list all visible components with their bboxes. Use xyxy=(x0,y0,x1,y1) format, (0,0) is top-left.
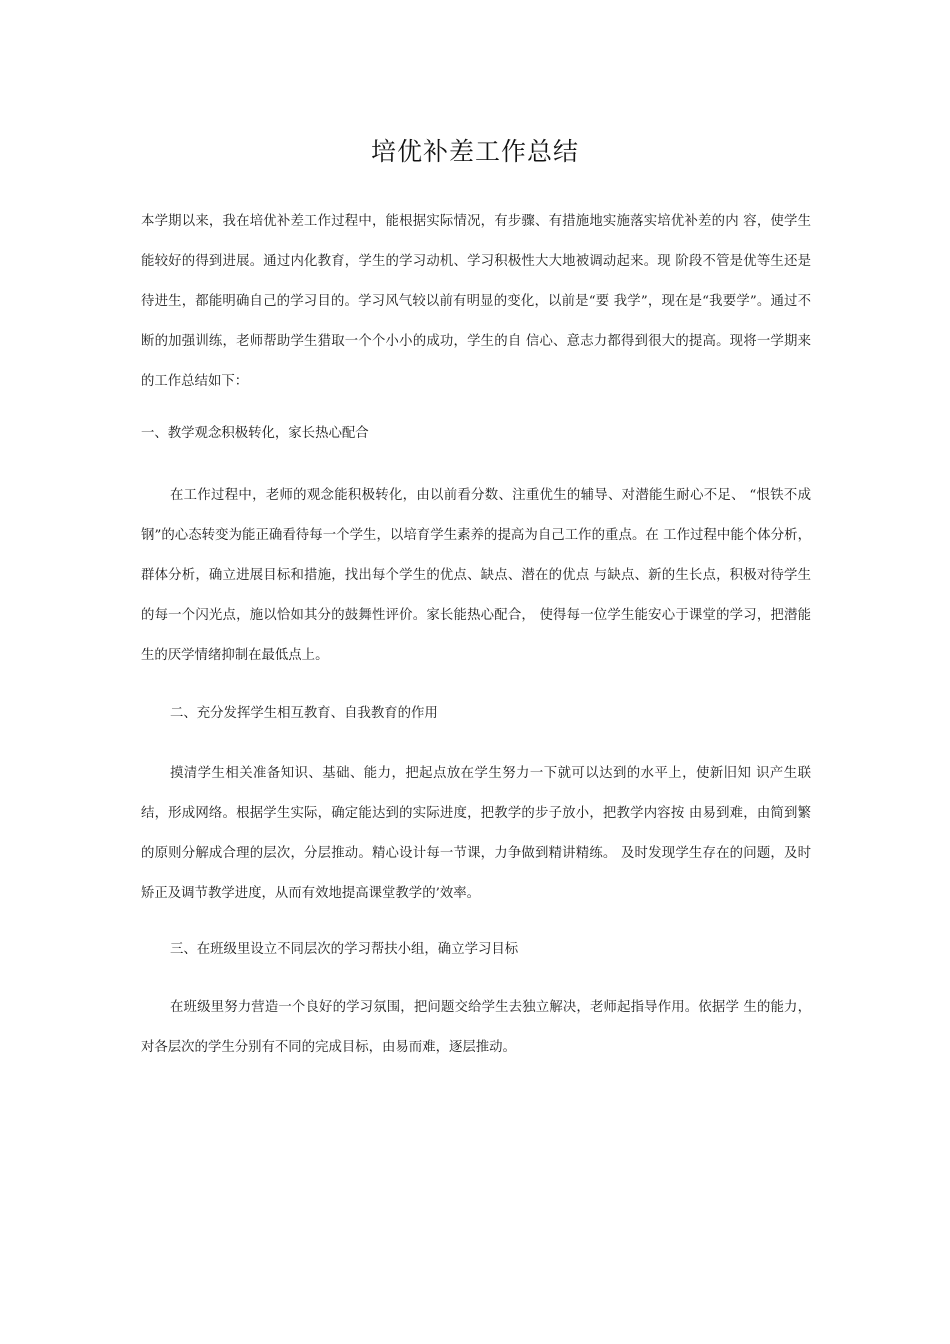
section-heading-2: 二、充分发挥学生相互教育、自我教育的作用 xyxy=(170,706,438,721)
section-heading-1: 一、教学观念积极转化，家长热心配合 xyxy=(141,426,369,441)
intro-paragraph: 本学期以来，我在培优补差工作过程中，能根据实际情况，有步骤、有措施地实施落实培优补差的内 容，使学生能较好的得到进展。通过内化教育，学生的学习动机、学习积极性大大地被调动起来。现 阶段不管是优等生还是待进生，都能明确自己的学习目的。学习风气较以前有明显的变化，以前是“要 我学”，现在是“我要学”。通过不断的加强训练，老师帮助学生猎取一个个小小的成功，学生的自 信心、意志力都得到很大的提高。现将一学期来的工作总结如下： xyxy=(141,214,811,389)
spacer xyxy=(141,402,811,414)
spacer xyxy=(141,914,811,930)
document-title: 培优补差工作总结 xyxy=(370,137,579,166)
spacer xyxy=(141,454,811,476)
spacer xyxy=(141,734,811,754)
spacer xyxy=(141,970,811,988)
section-paragraph-2: 摸清学生相关准备知识、基础、能力，把起点放在学生努力一下就可以达到的水平上，使新旧知 识产生联结，形成网络。根据学生实际，确定能达到的实际进度，把教学的步子放小，把教学内容按 由易到难，由简到繁的原则分解成合理的层次，分层推动。精心设计每一节课，力争做到精讲精练。 及时发现学生存在的问题，及时矫正及调节教学进度，从而有效地提高课堂教学的’效率。 xyxy=(141,766,811,901)
document-body xyxy=(141,202,811,1068)
section-paragraph-3: 在班级里努力营造一个良好的学习氛围，把问题交给学生去独立解决，老师起指导作用。依据学 生的能力，对各层次的学生分别有不同的完成目标，由易而难，逐层推动。 xyxy=(141,1000,811,1055)
spacer xyxy=(141,676,811,694)
section-heading-3: 三、在班级里设立不同层次的学习帮扶小组，确立学习目标 xyxy=(170,942,519,957)
section-paragraph-1: 在工作过程中，老师的观念能积极转化，由以前看分数、注重优生的辅导、对潜能生耐心不足、 “恨铁不成钢”的心态转变为能正确看待每一个学生，以培育学生素养的提高为自己工作的重点。在 工作过程中能个体分析，群体分析，确立进展目标和措施，找出每个学生的优点、缺点、潜在的优点 与缺点、新的生长点，积极对待学生的每一个闪光点，施以恰如其分的鼓舞性评价。家长能热心配合， 使得每一位学生能安心于课堂的学习，把潜能生的厌学情绪抑制在最低点上。 xyxy=(141,488,811,663)
